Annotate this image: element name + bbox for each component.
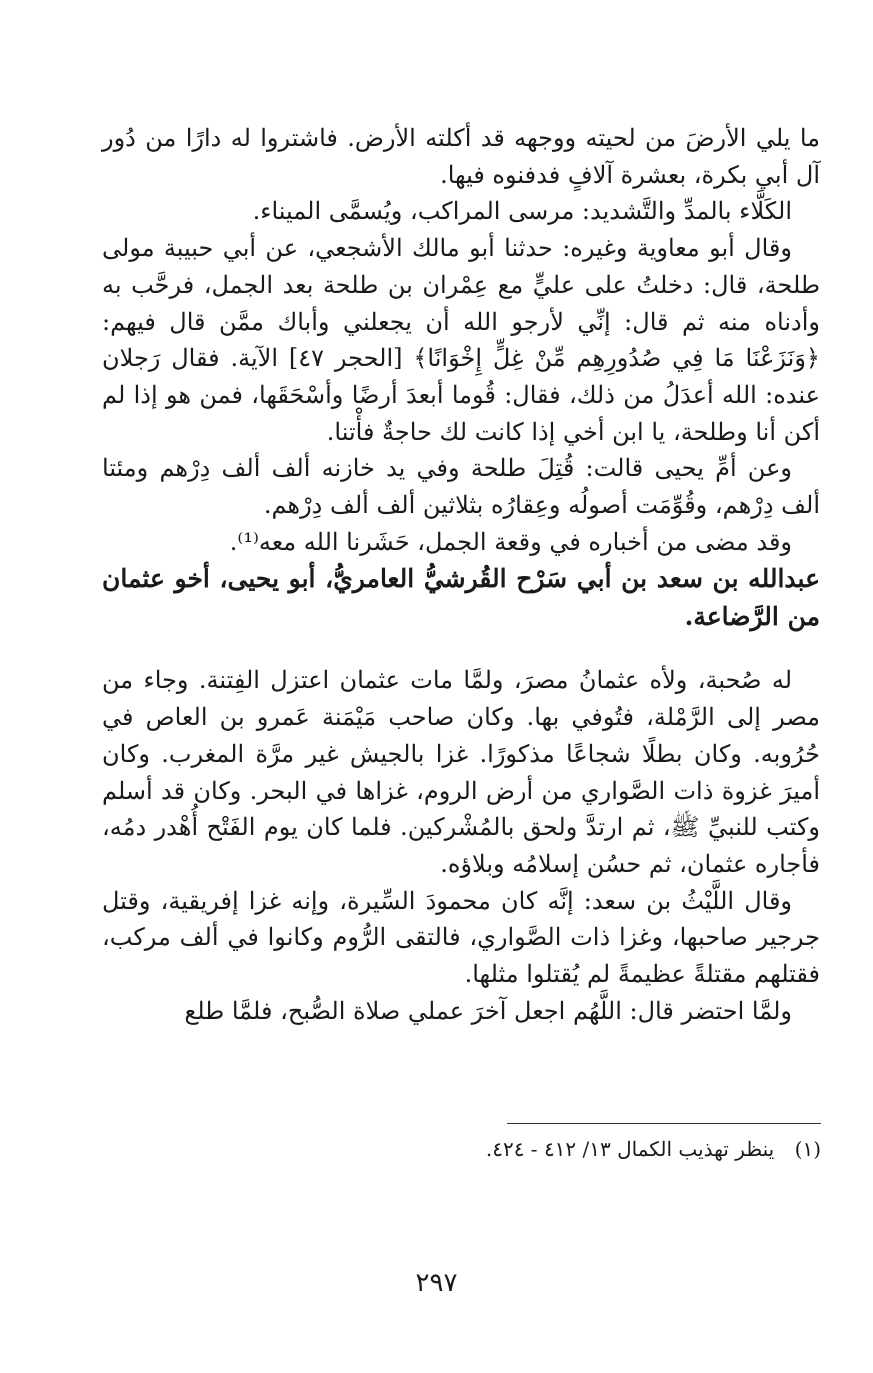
paragraph: وقد مضى من أخباره في وقعة الجمل، حَشَرنا الله معه⁽¹⁾. (229, 527, 792, 556)
footnote-divider (507, 1123, 821, 1124)
paragraph: له صُحبة، ولأه عثمانُ مصرَ، ولمَّا مات عثمان اعتزل الفِتنة. وجاء من مصر إلى الرَّمْلة، فتُوفي بها. وكان صاحب مَيْمَنة عَمرو بن العاص في حُرُوبه. وكان بطلًا شجاعًا مذكورًا. غزا بالجيش غير مرَّة المغرب. وكان أميرَ غزوة ذات الصَّواري من أرض الروم، غزاها في البحر. وكان قد أسلم وكتب للنبيِّ ﷺ، ثم ارتدَّ ولحق بالمُشْركين. فلما كان يوم الفَتْح أُهْدر دمُه، فأجاره عثمان، ثم حسُن إسلامُه وبلاؤه. (102, 666, 820, 878)
paragraph: وقال أبو معاوية وغيره: حدثنا أبو مالك الأشجعي، عن أبي حبيبة مولى طلحة، قال: دخلتُ على عليٍّ مع عِمْران بن طلحة بعد الجمل، فرحَّب به وأدناه منه ثم قال: إنِّي لأرجو الله أن يجعلني وأباك ممَّن قال فيهم: ﴿وَنَزَعْنَا مَا فِي صُدُورِهِم مِّنْ غِلٍّ إِخْوَانًا﴾ [الحجر ٤٧] الآية. فقال رَجلان عنده: الله أعدَلُ من ذلك، فقال: قُوما أبعدَ أرضًا وأسْحَقَها، فمن هو إذا لم أكن أنا وطلحة، يا ابن أخي إذا كانت لك حاجةٌ فأْتنا. (102, 234, 820, 446)
spacer (102, 636, 820, 662)
paragraph: ولمَّا احتضر قال: اللَّهُم اجعل آخرَ عملي صلاة الصُّبح، فلمَّا طلع (184, 996, 792, 1025)
main-text (102, 120, 820, 1029)
paragraph: وقال اللَّيْثُ بن سعد: إنَّه كان محمودَ السِّيرة، وإنه غزا إفريقية، وقتل جرجير صاحبها، وغزا ذات الصَّواري، فالتقى الرُّوم وكانوا في ألف مركب، فقتلهم مقتلةً عظيمةً لم يُقتلوا مثلها. (102, 886, 820, 989)
footnote-text: ينظر تهذيب الكمال ١٣/ ٤١٢ - ٤٢٤. (485, 1137, 775, 1161)
paragraph: وعن أمِّ يحيى قالت: قُتِلَ طلحة وفي يد خازنه ألف ألف دِرْهم ومئتا ألف دِرْهم، وقُوِّمَت أصولُه وعِقارُه بثلاثين ألف ألف دِرْهم. (102, 454, 820, 520)
entry-heading: عبدالله بن سعد بن أبي سَرْح القُرشيُّ العامريُّ، أبو يحيى، أخو عثمان من الرَّضاعة. (102, 564, 820, 632)
paragraph: الكَلَّاء بالمدِّ والتَّشديد: مرسى المراكب، ويُسمَّى الميناء. (252, 197, 792, 226)
footnote-mark: (١) (794, 1137, 821, 1161)
paragraph: ما يلي الأرضَ من لحيته ووجهه قد أكلته الأرض. فاشتروا له دارًا من دُور آل أبي بكرة، بعشرة آلافٍ فدفنوه فيها. (102, 124, 821, 189)
footnote (121, 1134, 821, 1164)
page-number: ٢٩٧ (415, 1268, 458, 1298)
